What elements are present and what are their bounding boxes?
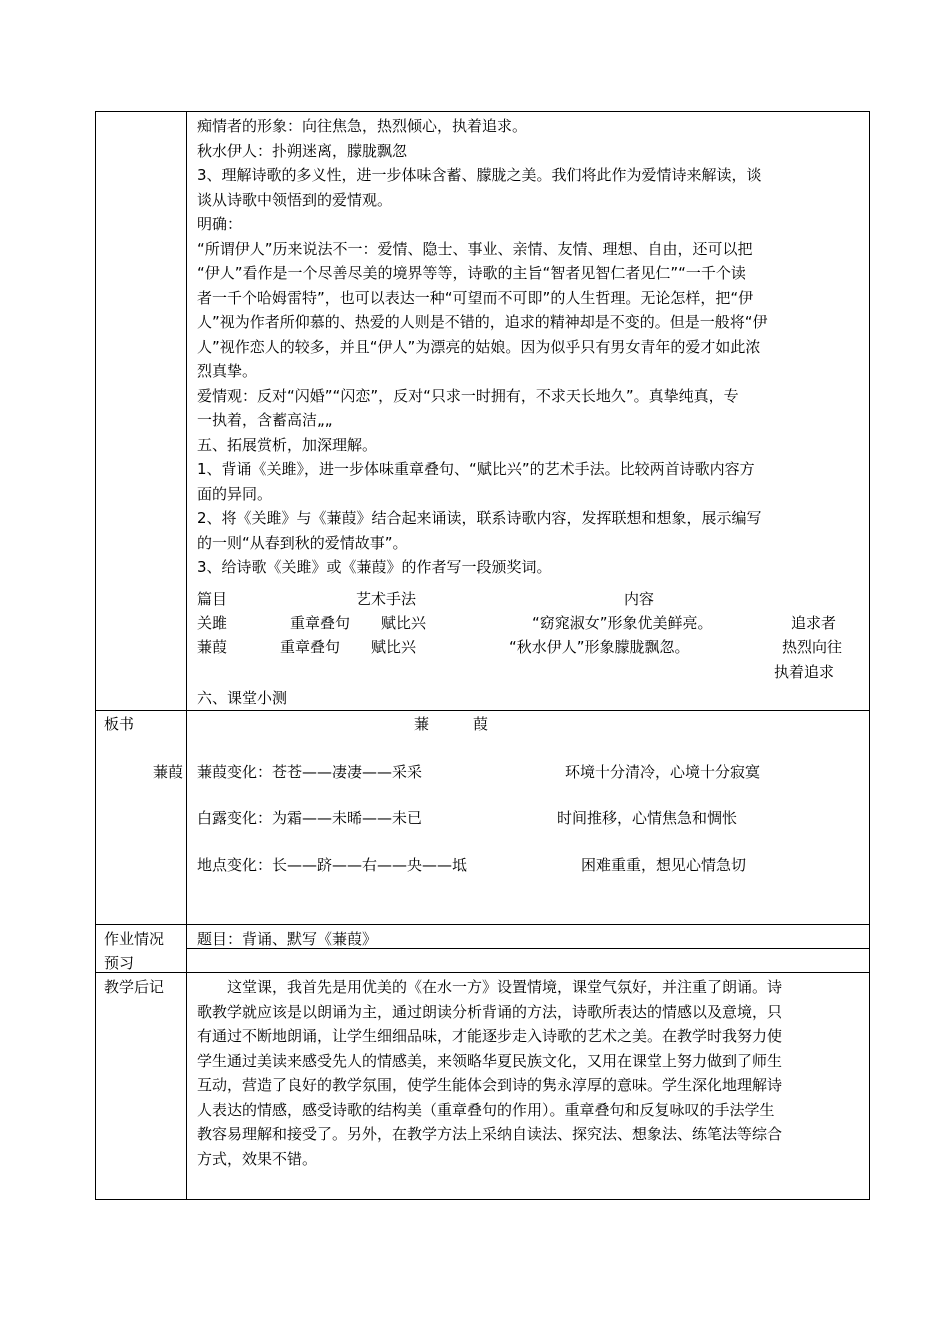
lesson-line: 秋水伊人：扑朔迷离，朦胧飘忽: [197, 141, 408, 160]
board-row3-left: 地点变化：长——跻——右——央——坻: [197, 856, 468, 874]
lesson-line: 2、将《关雎》与《蒹葭》结合起来诵读，联系诗歌内容，发挥联想和想象，展示编写: [197, 509, 762, 527]
lesson-line: “所谓伊人”历来说法不一：爱情、隐士、事业、亲情、友情、理想、自由，还可以把: [197, 239, 753, 258]
lesson-line: 爱情观：反对“闪婚”“闪恋”，反对“只求一时拥有，不求天长地久”。真挚纯真，专: [197, 386, 739, 405]
compare-row3-tail: 执着追求: [774, 663, 835, 681]
board-row1-left: 蒹葭变化：苍苍——凄凄——采采: [197, 763, 423, 781]
row-divider-homework: [95, 924, 870, 925]
lesson-line: 者一千个哈姆雷特”，也可以表达一种“可望而不可即”的人生哲理。无论怎样，把“伊: [197, 288, 754, 307]
reflection-line: 学生通过美读来感受先人的情感美，来领略华夏民族文化，又用在课堂上努力做到了师生: [197, 1051, 783, 1070]
reflection-line: 互动，营造了良好的教学氛围，使学生能体会到诗的隽永淳厚的意味。学生深化地理解诗: [197, 1076, 783, 1094]
board-row3-right: 困难重重，想见心情急切: [581, 856, 747, 874]
reflection-line: 人表达的情感，感受诗歌的结构美（重章叠句的作用）。重章叠句和反复咏叹的手法学生: [197, 1100, 775, 1119]
column-divider: [186, 111, 187, 1200]
compare-row2-content: “秋水伊人”形象朦胧飘忽。: [509, 638, 690, 656]
reflection-line: 教容易理解和接受了。另外，在教学方法上采纳自读法、探究法、想象法、练笔法等综合: [197, 1125, 783, 1143]
reflection-line: 这堂课，我首先是用优美的《在水一方》设置情境，课堂气氛好，并注重了朗诵。诗: [197, 978, 783, 996]
board-title-right: 葭: [473, 715, 489, 733]
row-divider-board: [95, 710, 870, 711]
compare-row1-technique: 重章叠句: [290, 614, 351, 632]
compare-header-content: 内容: [624, 590, 655, 608]
lesson-line: 痴情者的形象：向往焦急，热烈倾心，执着追求。: [197, 117, 528, 135]
homework-label: 作业情况: [104, 930, 165, 948]
reflection-line: 歌教学就应该是以朗诵为主，通过朗读分析背诵的方法，诗歌所表达的情感以及意境，只: [197, 1002, 783, 1021]
lesson-paragraphs: [197, 114, 859, 580]
homework-preview-label: 预习: [104, 954, 135, 972]
board-side-label: 蒹葭: [153, 763, 184, 781]
compare-header-technique: 艺术手法: [356, 590, 417, 608]
lesson-line: 的一则“从春到秋的爱情故事”。: [197, 533, 408, 552]
row-divider-reflection: [95, 972, 870, 973]
compare-row1-content: “窈窕淑女”形象优美鲜亮。: [532, 614, 713, 632]
board-row2-right: 时间推移，心情焦急和惆怅: [557, 809, 738, 827]
compare-row2-tail: 热烈向往: [782, 638, 843, 656]
lesson-line: 面的异同。: [197, 484, 273, 503]
reflection-paragraph: [197, 975, 859, 1171]
board-title-left: 蒹: [414, 715, 430, 733]
homework-text: 题目：背诵、默写《蒹葭》: [197, 930, 378, 948]
lesson-line: 人”视作恋人的较多，并且“伊人”为漂亮的姑娘。因为似乎只有男女青年的爱才如此浓: [197, 337, 761, 356]
reflection-line: 方式，效果不错。: [197, 1149, 318, 1168]
reflection-label: 教学后记: [104, 978, 165, 996]
board-row1-right: 环境十分清冷，心境十分寂寞: [565, 763, 761, 781]
lesson-line: “伊人”看作是一个尽善尽美的境界等等，诗歌的主旨“智者见智仁者见仁”“一千个读: [197, 264, 746, 282]
lesson-line: 五、拓展赏析，加深理解。: [197, 435, 378, 454]
compare-row2-technique: 重章叠句: [280, 638, 341, 656]
compare-row1-title: 关雎: [197, 614, 228, 632]
lesson-line: 人”视为作者所仰慕的、热爱的人则是不错的，追求的精神却是不变的。但是一般将“伊: [197, 313, 768, 331]
board-label: 板书: [104, 715, 135, 733]
lesson-line: 明确：: [197, 215, 243, 233]
lesson-line: 谈从诗歌中领悟到的爱情观。: [197, 190, 393, 209]
compare-header-title: 篇目: [197, 590, 228, 608]
lesson-line: 3、给诗歌《关雎》或《蒹葭》的作者写一段颁奖词。: [197, 558, 552, 576]
compare-row1-method: 赋比兴: [381, 614, 427, 632]
section-heading: 六、课堂小测: [197, 689, 288, 707]
reflection-line: 有通过不断地朗诵，让学生细细品味，才能逐步走入诗歌的艺术之美。在教学时我努力使: [197, 1027, 783, 1045]
lesson-line: 1、背诵《关雎》，进一步体味重章叠句、“赋比兴”的艺术手法。比较两首诗歌内容方: [197, 460, 755, 478]
compare-row2-title: 蒹葭: [197, 638, 228, 656]
lesson-line: 3、理解诗歌的多义性，进一步体味含蓄、朦胧之美。我们将此作为爱情诗来解读，谈: [197, 166, 762, 184]
compare-row1-tail: 追求者: [791, 614, 837, 632]
lesson-line: 烈真挚。: [197, 362, 258, 380]
lesson-line: 一执着，含蓄高洁„„: [197, 411, 333, 429]
compare-row2-method: 赋比兴: [371, 638, 417, 656]
board-row2-left: 白露变化：为霜——未晞——未已: [197, 809, 423, 827]
